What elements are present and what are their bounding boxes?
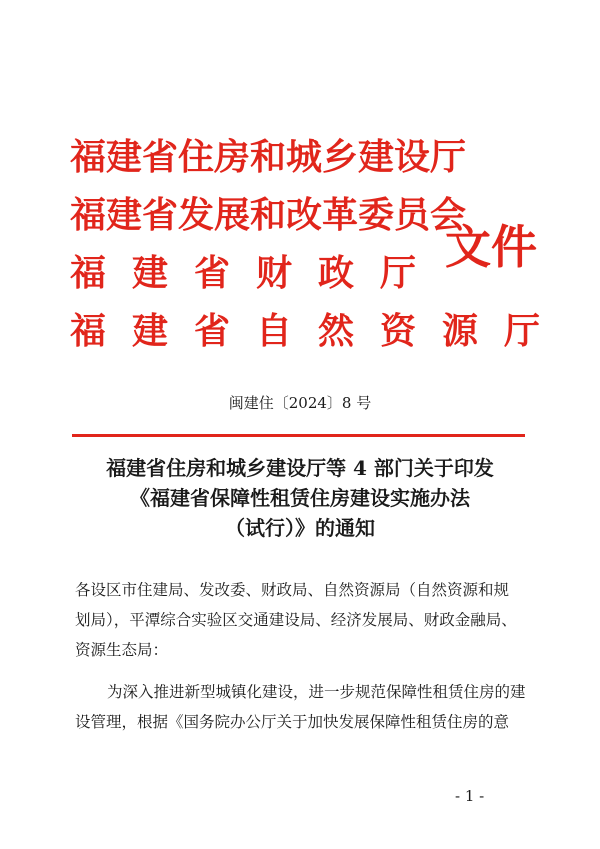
document-title (60, 453, 540, 543)
issuer-finance-dept: 福建省财政厅 (70, 252, 443, 294)
paragraph-line-1: 为深入推进新型城镇化建设，进一步规范保障性租赁住房的建 (107, 683, 526, 701)
page-number: - 1 - (455, 787, 485, 805)
title-line-1: 福建省住房和城乡建设厅等 4 部门关于印发 (106, 456, 494, 480)
paragraph-line-2: 设管理，根据《国务院办公厅关于加快发展保障性租赁住房的意 (75, 713, 510, 731)
issuer-natural-resources-dept: 福建省自然资源厅 (70, 310, 567, 352)
addressee-block (75, 575, 527, 665)
title-line-2: 《福建省保障性租赁住房建设实施办法 (130, 486, 470, 510)
issuer-housing-dept: 福建省住房和城乡建设厅 (70, 136, 467, 178)
body-paragraph (75, 677, 527, 737)
issuer-development-reform-commission: 福建省发展和改革委员会 (70, 194, 467, 236)
addressee-line-1: 各设区市住建局、发改委、财政局、自然资源局（自然资源和规 (75, 581, 510, 599)
red-divider-line (72, 434, 525, 437)
title-line-3: （试行）》的通知 (225, 516, 375, 540)
addressee-line-3: 资源生态局： (75, 641, 169, 659)
document-type-label: 文件 (445, 220, 537, 274)
addressee-line-2: 划局），平潭综合实验区交通建设局、经济发展局、财政金融局、 (75, 611, 517, 629)
document-number: 闽建住〔2024〕8 号 (228, 394, 372, 412)
